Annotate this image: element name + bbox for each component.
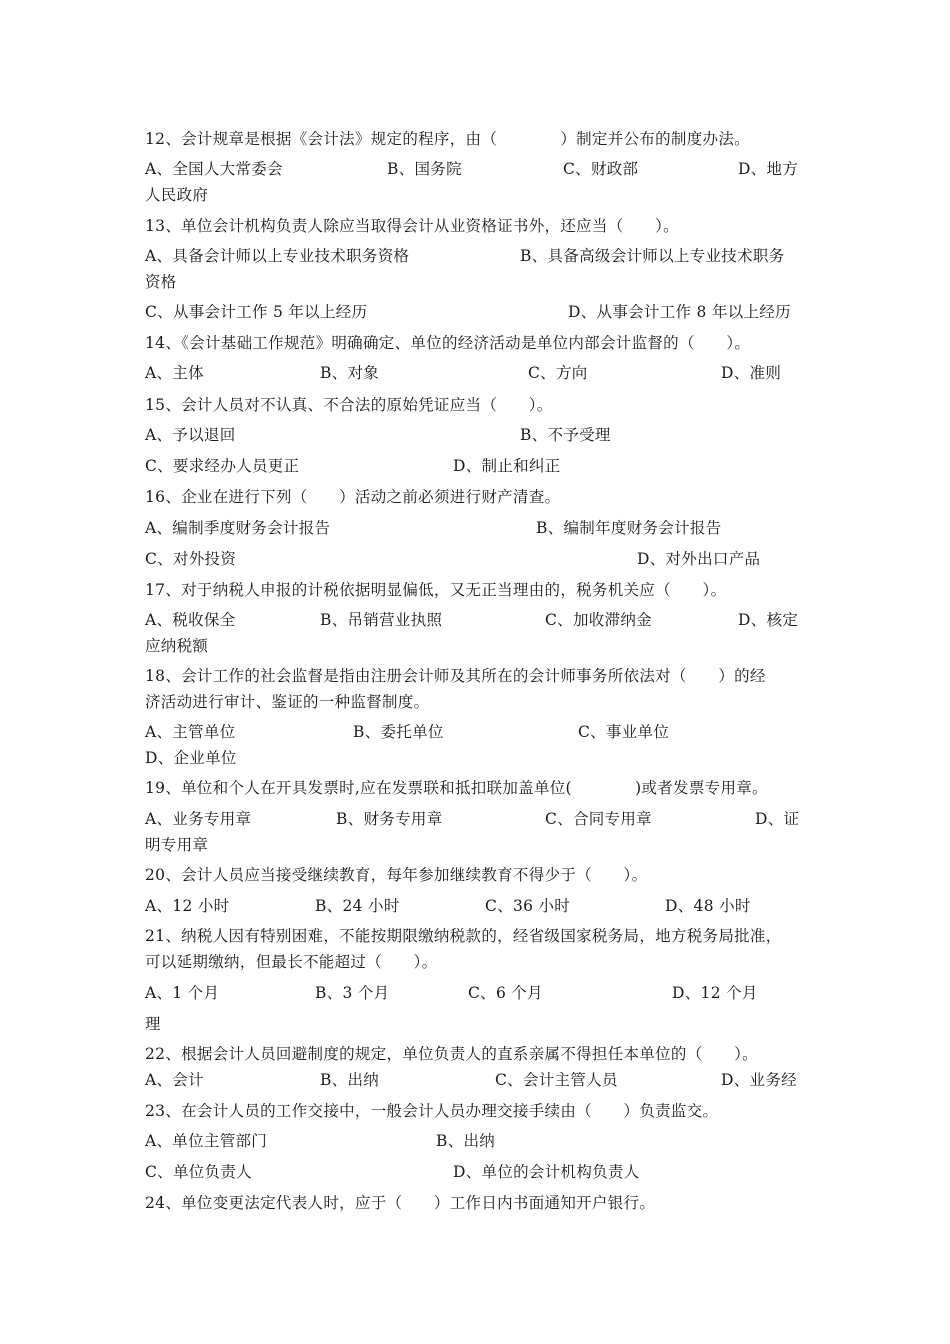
question-stem: 17、对于纳税人申报的计税依据明显偏低，又无正当理由的，税务机关应（ ）。: [145, 581, 727, 599]
option-row: [145, 515, 805, 541]
answer-option: B、对象: [320, 364, 380, 382]
option-row: [145, 453, 805, 479]
answer-option: A、业务专用章: [145, 810, 252, 828]
answer-option: A、12 小时: [145, 897, 230, 915]
option-row: [145, 1067, 805, 1093]
question-stem: 可以延期缴纳，但最长不能超过（ ）。: [145, 953, 438, 971]
answer-option: A、具备会计师以上专业技术职务资格: [145, 247, 410, 265]
option-row: [145, 182, 805, 208]
option-row: [145, 1128, 805, 1154]
answer-option: C、36 小时: [485, 897, 571, 915]
answer-option: C、会计主管人员: [495, 1071, 618, 1089]
option-row: [145, 1011, 805, 1037]
answer-option: A、全国人大常委会: [145, 160, 283, 178]
option-row: [145, 422, 805, 448]
answer-option: B、不予受理: [520, 426, 611, 444]
option-row: [145, 546, 805, 572]
option-row: [145, 360, 805, 386]
answer-option: D、准则: [721, 364, 782, 382]
answer-option: D、48 小时: [665, 897, 751, 915]
question-stem: 24、单位变更法定代表人时，应于（ ）工作日内书面通知开户银行。: [145, 1194, 656, 1212]
question-stem: 14、《会计基础工作规范》明确确定、单位的经济活动是单位内部会计监督的（ ）。: [145, 334, 751, 352]
answer-option: C、方向: [528, 364, 588, 382]
answer-option: A、会计: [145, 1071, 204, 1089]
question-stem: 22、根据会计人员回避制度的规定，单位负责人的直系亲属不得担任本单位的（ ）。: [145, 1045, 758, 1063]
option-row: [145, 806, 805, 832]
answer-option: C、加收滞纳金: [545, 611, 652, 629]
answer-option: C、6 个月: [468, 984, 543, 1002]
answer-option: D、地方: [738, 160, 799, 178]
question-stem: 23、在会计人员的工作交接中，一般会计人员办理交接手续由（ ）负责监交。: [145, 1102, 719, 1120]
question-stem: 18、会计工作的社会监督是指由注册会计师及其所在的会计师事务所依法对（ ）的经: [145, 667, 766, 685]
answer-option: D、企业单位: [145, 749, 237, 767]
option-row: [145, 719, 805, 745]
option-row: [145, 633, 805, 659]
answer-option: A、主体: [145, 364, 204, 382]
question-stem: 15、会计人员对不认真、不合法的原始凭证应当（ ）。: [145, 396, 553, 414]
option-row: [145, 156, 805, 182]
answer-option: D、对外出口产品: [637, 550, 761, 568]
answer-option: D、证: [755, 810, 800, 828]
answer-option: C、单位负责人: [145, 1163, 252, 1181]
answer-option: D、从事会计工作 8 年以上经历: [568, 303, 791, 321]
answer-option: A、予以退回: [145, 426, 236, 444]
option-row: [145, 243, 805, 269]
answer-option: B、3 个月: [315, 984, 390, 1002]
answer-option: B、出纳: [320, 1071, 380, 1089]
answer-option: A、税收保全: [145, 611, 236, 629]
answer-option: D、制止和纠正: [453, 457, 561, 475]
answer-option: A、编制季度财务会计报告: [145, 519, 331, 537]
answer-option: D、单位的会计机构负责人: [453, 1163, 640, 1181]
option-row: [145, 832, 805, 858]
answer-option: 明专用章: [145, 836, 209, 854]
answer-option: C、合同专用章: [545, 810, 652, 828]
answer-option: B、财务专用章: [336, 810, 443, 828]
option-row: [145, 299, 805, 325]
answer-option: 资格: [145, 273, 177, 291]
question-stem: 16、企业在进行下列（ ）活动之前必须进行财产清查。: [145, 488, 561, 506]
answer-option: B、24 小时: [315, 897, 400, 915]
answer-option: D、核定: [738, 611, 799, 629]
answer-option: B、委托单位: [353, 723, 444, 741]
answer-option: A、主管单位: [145, 723, 236, 741]
answer-option: 应纳税额: [145, 637, 209, 655]
answer-option: D、业务经: [721, 1071, 797, 1089]
answer-option: C、从事会计工作 5 年以上经历: [145, 303, 368, 321]
answer-option: C、对外投资: [145, 550, 237, 568]
question-stem: 21、纳税人因有特别困难，不能按期限缴纳税款的，经省级国家税务局，地方税务局批准，: [145, 927, 782, 945]
answer-option: B、国务院: [387, 160, 462, 178]
answer-option: B、出纳: [436, 1132, 496, 1150]
answer-option: C、事业单位: [578, 723, 670, 741]
answer-option: C、财政部: [563, 160, 639, 178]
question-stem: 19、单位和个人在开具发票时,应在发票联和抵扣联加盖单位( )或者发票专用章。: [145, 779, 768, 797]
question-stem: 12、会计规章是根据《会计法》规定的程序，由（ ）制定并公布的制度办法。: [145, 130, 750, 148]
option-row: [145, 893, 805, 919]
answer-option: B、具备高级会计师以上专业技术职务: [520, 247, 785, 265]
answer-option: B、吊销营业执照: [320, 611, 443, 629]
option-row: [145, 269, 805, 295]
option-row: [145, 607, 805, 633]
answer-option: A、单位主管部门: [145, 1132, 268, 1150]
option-row: [145, 1159, 805, 1185]
answer-option: D、12 个月: [672, 984, 758, 1002]
option-row: [145, 980, 805, 1006]
question-stem: 13、单位会计机构负责人除应当取得会计从业资格证书外，还应当（ ）。: [145, 217, 679, 235]
answer-option: C、要求经办人员更正: [145, 457, 300, 475]
answer-option: A、1 个月: [145, 984, 220, 1002]
answer-option: 人民政府: [145, 186, 209, 204]
answer-option: B、编制年度财务会计报告: [536, 519, 722, 537]
question-stem: 20、会计人员应当接受继续教育，每年参加继续教育不得少于（ ）。: [145, 866, 648, 884]
option-row: [145, 745, 805, 771]
answer-option: 理: [145, 1015, 161, 1033]
question-stem: 济活动进行审计、鉴证的一种监督制度。: [145, 693, 430, 711]
